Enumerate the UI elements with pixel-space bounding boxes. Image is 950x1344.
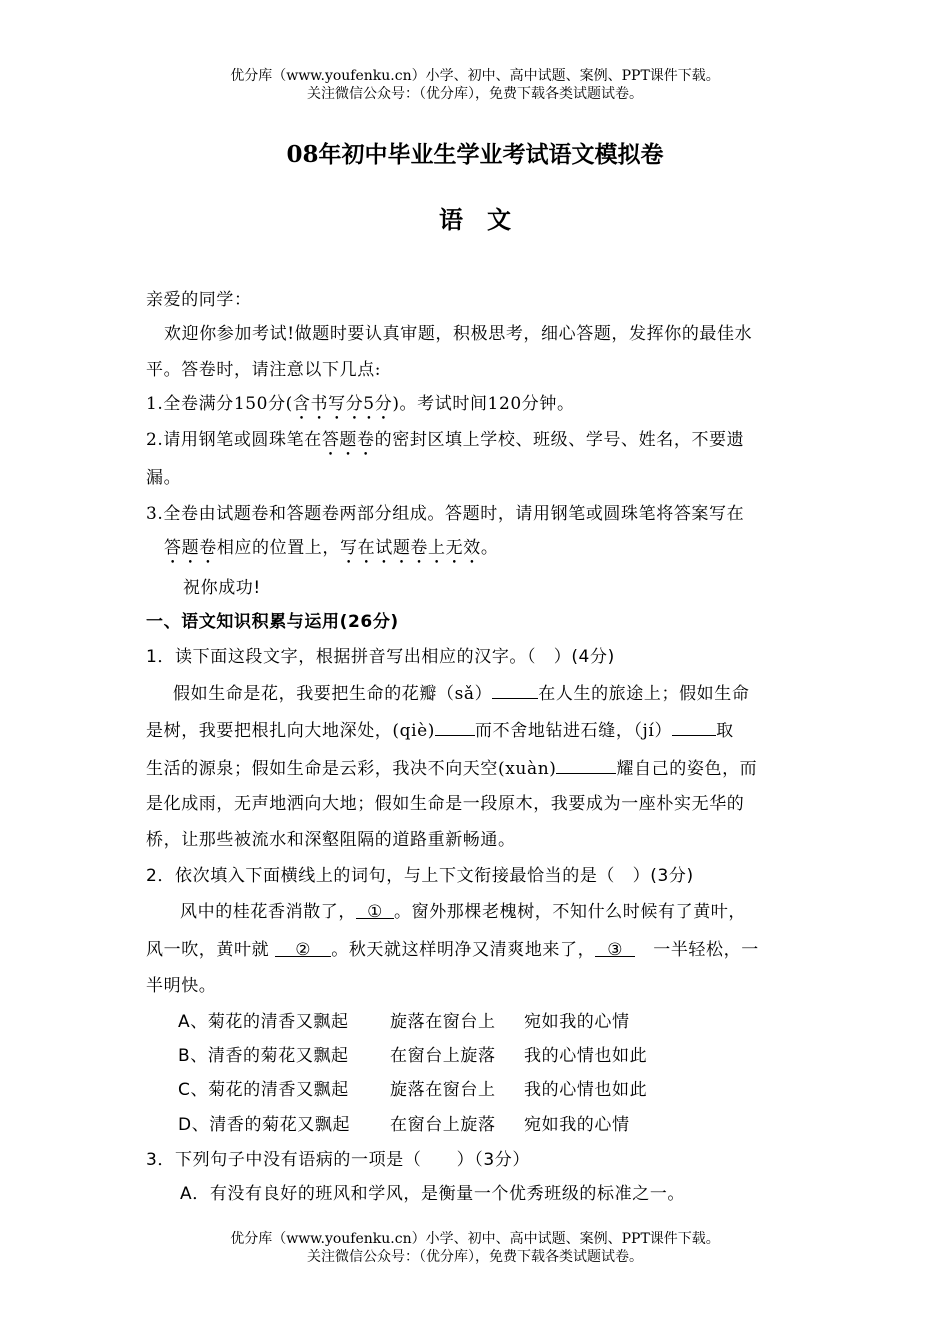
notice-3-b: 相应的位置上， <box>216 538 341 558</box>
notice-1-a: 1.全卷满分150分( <box>146 394 293 414</box>
welcome-line-1: 欢迎你参加考试!做题时要认真审题，积极思考，细心答题，发挥你的最佳水 <box>164 324 753 344</box>
q1-line-4: 是化成雨，无声地洒向大地；假如生命是一段原木，我要成为一座朴实无华的 <box>146 794 745 814</box>
option-d-part-3: 宛如我的心情 <box>524 1115 630 1135</box>
q1-line-2-c: 取 <box>716 721 734 741</box>
q2-option-a[interactable] <box>178 1012 630 1032</box>
q2-stem: 2．依次填入下面横线上的词句，与上下文衔接最恰当的是（ ）(3分) <box>146 866 694 886</box>
good-luck: 祝你成功! <box>183 578 261 598</box>
q2-line-2-b: 。秋天就这样明净又清爽地来了， <box>331 940 596 960</box>
option-c-part-1: C、菊花的清香又飘起 <box>178 1080 349 1100</box>
q1-line-2 <box>146 719 734 741</box>
notice-3: 3.全卷由试题卷和答题卷两部分组成。答题时，请用钢笔或圆珠笔将答案写在 <box>146 504 745 524</box>
notice-1-emphasis: 含书写分5分 <box>292 394 393 414</box>
option-c-part-2: 旋落在窗台上 <box>390 1080 496 1100</box>
q2-line-1-a: 风中的桂花香消散了， <box>180 902 356 922</box>
answer-blank-ji[interactable] <box>672 719 716 736</box>
option-b-part-3: 我的心情也如此 <box>524 1046 648 1066</box>
option-d-part-1: D、清香的菊花又飘起 <box>178 1115 351 1135</box>
q1-line-5: 桥，让那些被流水和深壑阻隔的道路重新畅通。 <box>146 830 516 850</box>
q1-line-1 <box>173 682 749 704</box>
q2-line-2 <box>146 940 759 960</box>
notice-3-c: 。 <box>480 538 499 558</box>
q3-stem: 3．下列句子中没有语病的一项是（ ）（3分） <box>146 1150 530 1170</box>
notice-3-cont <box>164 538 498 568</box>
footer-line-2: 关注微信公众号：（优分库），免费下载各类试题试卷。 <box>307 1249 643 1265</box>
q1-line-3-b: 耀自己的姿色，而 <box>616 759 758 779</box>
option-a-part-2: 旋落在窗台上 <box>390 1012 496 1032</box>
page-title: 08年初中毕业生学业考试语文模拟卷 <box>286 141 664 168</box>
notice-1-b: )。考试时间120分钟。 <box>392 394 575 414</box>
option-a-part-1: A、菊花的清香又飘起 <box>178 1012 349 1032</box>
notice-3-emphasis-2: 写在试题卷上无效 <box>340 538 481 558</box>
q2-line-2-a: 风一吹，黄叶就 <box>146 940 270 960</box>
q1-line-3-a: 生活的源泉；假如生命是云彩，我决不向天空(xuàn) <box>146 759 557 779</box>
q2-line-2-c: 一半轻松，一 <box>653 940 759 960</box>
notice-2-cont: 漏。 <box>146 468 182 488</box>
q2-line-1-b: 。窗外那棵老槐树，不知什么时候有了黄叶， <box>394 902 746 922</box>
section-1-heading: 一、语文知识积累与运用(26分) <box>146 612 399 632</box>
answer-blank-2[interactable]: ② <box>275 940 331 957</box>
header-line-1: 优分库（www.youfenku.cn）小学、初中、高中试题、案例、PPT课件下载。 <box>230 68 720 84</box>
greeting: 亲爱的同学： <box>146 290 252 310</box>
header-line-2: 关注微信公众号：（优分库），免费下载各类试题试卷。 <box>307 86 643 102</box>
q2-option-b[interactable] <box>178 1046 647 1066</box>
q1-line-2-a: 是树，我要把根扎向大地深处，(qiè) <box>146 721 436 741</box>
notice-2-a: 2.请用钢笔或圆珠笔在 <box>146 430 322 450</box>
subject-title: 语 文 <box>439 205 511 234</box>
q1-line-1-b: 在人生的旅途上；假如生命 <box>538 684 750 704</box>
q1-stem: 1．读下面这段文字，根据拼音写出相应的汉字。（ ）(4分) <box>146 647 615 667</box>
option-a-part-3: 宛如我的心情 <box>524 1012 630 1032</box>
option-d-part-2: 在窗台上旋落 <box>390 1115 496 1135</box>
notice-2-b: 的密封区填上学校、班级、学号、姓名，不要遗 <box>374 430 745 450</box>
answer-blank-xuan[interactable] <box>556 757 616 774</box>
footer-line-1: 优分库（www.youfenku.cn）小学、初中、高中试题、案例、PPT课件下载。 <box>230 1231 720 1247</box>
answer-blank-1[interactable]: ① <box>356 902 394 919</box>
q1-line-1-a: 假如生命是花，我要把生命的花瓣（sǎ） <box>173 684 493 704</box>
q2-option-c[interactable] <box>178 1080 647 1100</box>
welcome-line-2: 平。答卷时，请注意以下几点: <box>146 360 382 380</box>
answer-blank-qie[interactable] <box>435 719 475 736</box>
q1-line-2-b: 而不舍地钻进石缝，（jí） <box>475 721 673 741</box>
q1-line-3 <box>146 757 757 779</box>
answer-blank-3[interactable]: ③ <box>595 940 635 957</box>
notice-2-emphasis: 答题卷 <box>321 430 375 450</box>
notice-2 <box>146 430 744 460</box>
option-c-part-3: 我的心情也如此 <box>524 1080 648 1100</box>
q2-option-d[interactable] <box>178 1115 630 1135</box>
answer-blank-sa[interactable] <box>492 682 538 699</box>
notice-1 <box>146 394 575 424</box>
notice-3-emphasis-1: 答题卷 <box>164 538 217 558</box>
q2-line-1 <box>180 902 746 922</box>
q2-line-3: 半明快。 <box>146 976 217 996</box>
option-b-part-1: B、清香的菊花又飘起 <box>178 1046 349 1066</box>
option-b-part-2: 在窗台上旋落 <box>390 1046 496 1066</box>
q3-option-a[interactable]: A．有没有良好的班风和学风，是衡量一个优秀班级的标准之一。 <box>180 1184 686 1204</box>
